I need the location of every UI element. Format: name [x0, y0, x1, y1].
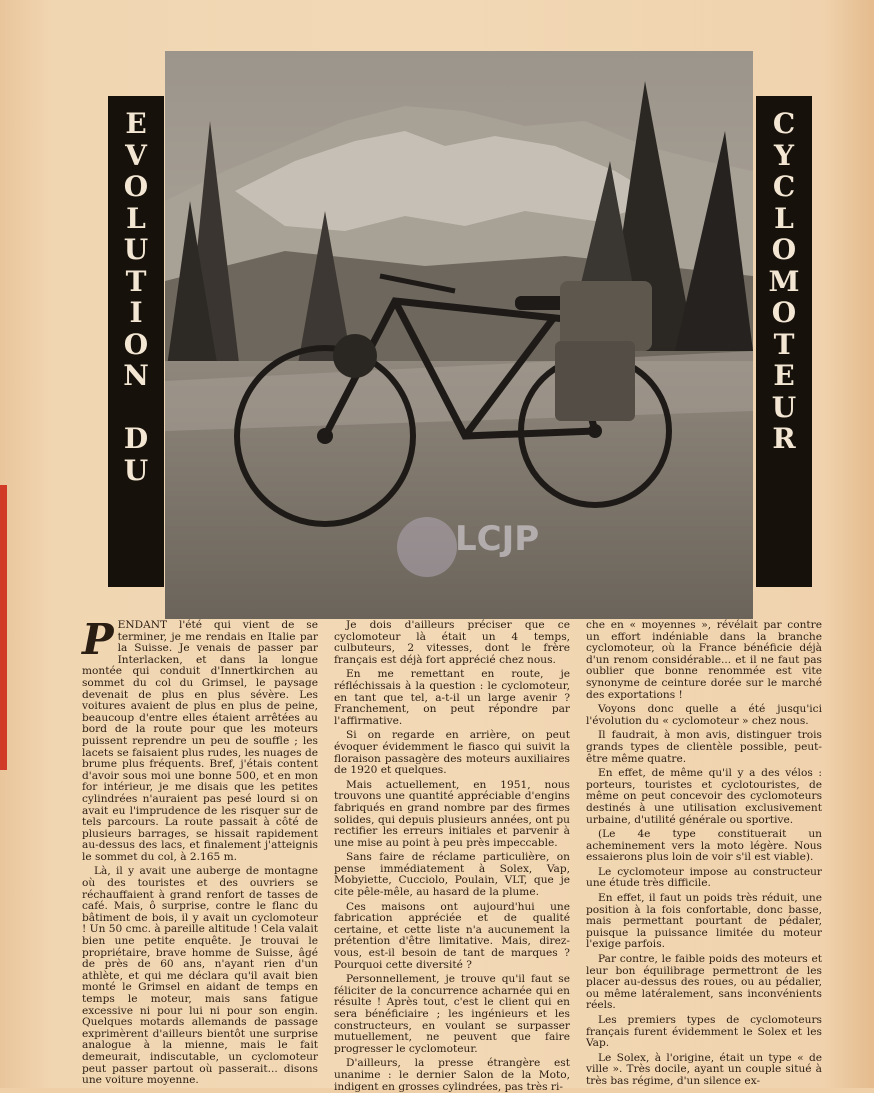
article-body	[82, 615, 822, 1093]
title-letter: M	[768, 264, 800, 298]
paragraph: Le cyclomoteur impose au constructeur une étude très difficile.	[586, 865, 822, 890]
title-letter: O	[123, 170, 149, 203]
title-letter: U	[123, 233, 149, 266]
title-letter-spacer	[108, 392, 164, 424]
paragraph: Par contre, le faible poids des moteurs et leur bon équilibrage permettront de les placer au-dessus des roues, ou au pédalier, ou même latéralement, sans inconvénients réels.	[586, 953, 822, 1012]
title-letter: O	[123, 327, 149, 361]
title-letter: U	[771, 390, 797, 424]
paragraph: Voyons donc quelle a été jusqu'ici l'évolution du « cyclomoteur » chez nous.	[586, 703, 822, 727]
paragraph: Sans faire de réclame particulière, on pense immédiatement à Solex, Vap, Mobyiette, Cucciolo, Poulain, VLT, que je cite pêle-mêle, au hasard de la plume.	[334, 851, 570, 899]
paragraph: (Le 4e type constituerait un acheminement vers la moto légère. Nous essaierons plus loin de voir s'il est viable).	[586, 828, 822, 864]
title-letter: O	[771, 296, 797, 329]
title-letter: E	[125, 107, 147, 140]
paragraph: che en « moyennes », révélait par contre un effort indéniable dans la branche cyclomoteur, où la France bénéficie déjà d'un renom considérable... et il ne faut pas oublier que bonne renommée est vite synonyme de ceinture dorée sur le marché des exportations !	[586, 619, 822, 701]
title-letter: L	[126, 201, 146, 235]
watermark-text: LCJP	[455, 519, 540, 559]
title-band-right	[756, 96, 812, 587]
title-letter: U	[123, 453, 149, 487]
paragraph: Le Solex, à l'origine, était un type « de ville ». Très docile, ayant un couple situé à très bas régime, d'un silence ex-	[586, 1051, 822, 1087]
title-letter: L	[774, 201, 794, 235]
title-letter: I	[129, 296, 143, 329]
paragraph: Là, il y avait une auberge de montagne où des touristes et des ouvriers se réchauffaient à grand renfort de tasses de café. Mais, ô surprise, contre le flanc du bâtiment de bois, il y avait un cyclomoteur ! Un 50 cmc. à pareille altitude ! Cela valait bien une petite enquête. Je trouvai le propriétaire, brave homme de Suisse, âgé de près de 60 ans, n'ayant rien d'un athlète, et qui me déclara qu'il avait bien monté le Grimsel en aidant de temps en temps le moteur, mais sans fatigue excessive ni pour lui ni pour son engin. Quelques motards allemands de passage exprimèrent d'ailleurs bientôt une surprise analogue à la mienne, mais le fait demeurait, indiscutable, un cyclomoteur peut passer partout où passerait... disons une voiture moyenne.	[82, 865, 318, 1087]
title-letter: C	[772, 170, 796, 203]
paragraph: Si on regarde en arrière, on peut évoquer évidemment le fiasco qui suivit la floraison passagère des moteurs auxiliaires de 1920 et quelques.	[334, 729, 570, 777]
paragraph: Ces maisons ont aujourd'hui une fabrication appréciée et de qualité certaine, et cette liste n'a aucunement la prétention d'être limitative. Mais, direz-vous, est-il besoin de tant de marques ? Pourquoi cette diversité ?	[334, 900, 570, 971]
paragraph: D'ailleurs, la presse étrangère est unanime : le dernier Salon de la Moto, indigent en grosses cylindrées, pas très ri-	[334, 1057, 570, 1093]
title-letter: D	[123, 422, 149, 455]
paragraph: Il faudrait, à mon avis, distinguer trois grands types de clientèle possible, peut-être même quatre.	[586, 729, 822, 765]
paragraph: En effet, de même qu'il y a des vélos : porteurs, touristes et cyclotouristes, de même on peut concevoir des cyclomoteurs destinés à une utilisation exclusivement urbaine, d'utilité générale ou sportive.	[586, 767, 822, 826]
title-letter: T	[125, 264, 147, 298]
red-edge-tab	[0, 485, 7, 770]
paragraph: En me remettant en route, je réfléchissais à la question : le cyclomoteur, en tant que tel, a-t-il un large avenir ? Franchement, on peut répondre par l'affirmative.	[334, 668, 570, 727]
paragraph: Les premiers types de cyclomoteurs français furent évidemment le Solex et les Vap.	[586, 1014, 822, 1050]
title-letter: E	[773, 359, 795, 392]
paragraph-text: ENDANT l'été qui vient de se terminer, je me rendais en Italie par la Suisse. Je venais de passer par Interlacken, et dans la longue montée qui conduit d'Innertkirchen au sommet du col du Grimsel, le paysage devenait de plus en plus sévère. Les voitures avaient de plus en plus de peine, beaucoup d'entre elles étaient arrêtées au bord de la route pour que les moteurs puissent reprendre un peu de souffle ; les lacets se faisaient plus rudes, les nuages de brume plus fréquents. Bref, j'étais content d'avoir sous moi une bonne 500, et en mon for intérieur, je me disais que les petites cylindrées n'auraient pas pesé lourd si on avait eu l'imprudence de les risquer sur de tels parcours. La route passait à côté de plusieurs barrages, se hissait rapidement au-dessus des lacs, et finalement j'atteignis le sommet du col, à 2.165 m.	[82, 619, 318, 863]
paragraph: Personnellement, je trouve qu'il faut se féliciter de la concurrence acharnée qui en résulte ! Après tout, c'est le client qui en sera bénéficiaire ; les ingénieurs et les constructeurs, en voulant se surpasser mutuellement, ne peuvent que faire progresser le cyclomoteur.	[334, 973, 570, 1055]
paragraph: En effet, il faut un poids très réduit, une position à la fois confortable, donc basse, mais permettant pourtant de pédaler, puisque la puissance limitée du moteur l'exige parfois.	[586, 892, 822, 951]
paragraph: Mais actuellement, en 1951, nous trouvons une quantité appréciable d'engins fabriqués en grand nombre par des firmes solides, qui depuis plusieurs années, ont pu rectifier les erreurs initiales et parvenir à une mise au point à peu près impeccable.	[334, 778, 570, 849]
title-band-left	[108, 96, 164, 587]
title-letter: Y	[774, 138, 794, 172]
title-letter: T	[773, 327, 795, 361]
title-letter: V	[125, 138, 147, 172]
watermark-logo	[385, 505, 540, 590]
article-column-2	[334, 619, 570, 1093]
article-column-3	[586, 619, 822, 1087]
watermark-graphic	[385, 505, 540, 590]
title-letter: O	[771, 233, 797, 266]
paragraph	[82, 615, 318, 863]
drop-cap: P	[82, 615, 114, 664]
article-column-1	[82, 615, 318, 1087]
title-letter: C	[772, 107, 796, 140]
title-letter: R	[772, 422, 796, 455]
paragraph: Je dois d'ailleurs préciser que ce cyclomoteur là était un 4 temps, culbuteurs, 2 vitesses, dont le frère français est déjà fort apprécié chez nous.	[334, 619, 570, 666]
title-letter: N	[123, 359, 149, 392]
